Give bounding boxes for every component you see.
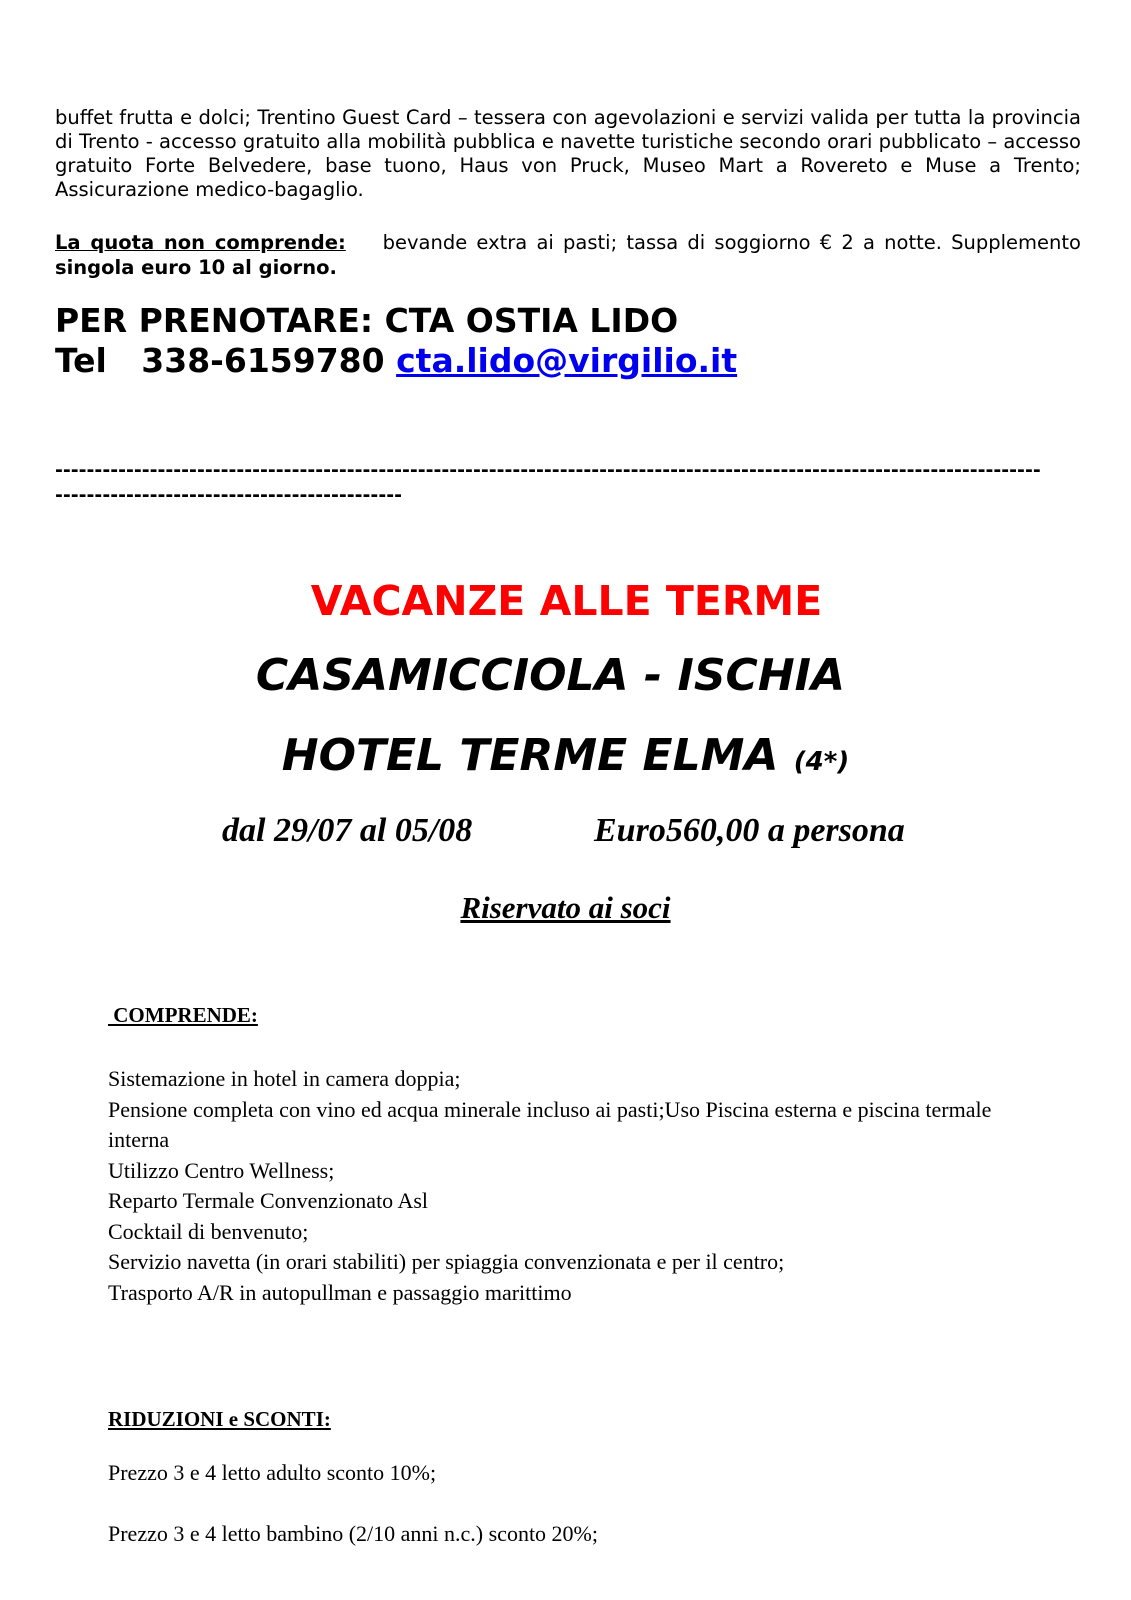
offer-location: CASAMICCIOLA - ISCHIA	[255, 650, 846, 701]
exclusions-label: La quota non comprende:	[55, 231, 346, 254]
hotel-stars: (4*)	[793, 747, 850, 777]
separator-line-2: --------------------------------------------	[55, 484, 402, 506]
intro-paragraph: buffet frutta e dolci; Trentino Guest Card – tessera con agevolazioni e servizi valida per tutta la provincia di Trento - accesso gratuito alla mobilità pubblica e navette turistiche secondo orari pubblicato – accesso gratuito Forte Belvedere, base tuono, Haus von Pruck, Museo Mart a Rovereto e Muse a Trento; Assicurazione medico-bagaglio.	[55, 106, 1081, 201]
booking-title: PER PRENOTARE: CTA OSTIA LIDO	[55, 301, 679, 340]
list-item: Trasporto A/R in autopullman e passaggio marittimo	[108, 1279, 572, 1305]
tel-label: Tel	[55, 341, 107, 380]
offer-price: Euro560,00 a persona	[594, 812, 905, 849]
single-supplement: singola euro 10 al giorno.	[55, 256, 337, 279]
email-link[interactable]: cta.lido@virgilio.it	[396, 341, 738, 380]
list-item: Pensione completa con vino ed acqua minerale incluso ai pasti;Uso Piscina esterna e piscina termale interna	[108, 1096, 992, 1152]
hotel-name: HOTEL TERME ELMA	[281, 730, 779, 781]
booking-contact-line	[55, 341, 737, 381]
exclusions-paragraph	[55, 230, 1081, 280]
includes-list	[108, 1064, 1008, 1308]
reduction-adult: Prezzo 3 e 4 letto adulto sconto 10%;	[108, 1460, 437, 1485]
offer-hotel	[0, 728, 1131, 790]
offer-dates: dal 29/07 al 05/08	[222, 812, 473, 849]
list-item: Utilizzo Centro Wellness;	[108, 1157, 335, 1183]
reduction-child: Prezzo 3 e 4 letto bambino (2/10 anni n.c.) sconto 20%;	[108, 1521, 598, 1546]
reserved-note: Riservato ai soci	[460, 890, 671, 925]
exclusions-text: bevande extra ai pasti; tassa di soggiorno € 2 a notte. Supplemento	[382, 231, 1081, 254]
list-item: Sistemazione in hotel in camera doppia;	[108, 1066, 461, 1091]
list-item: Reparto Termale Convenzionato Asl	[108, 1188, 429, 1213]
reductions-heading: RIDUZIONI e SCONTI:	[108, 1407, 331, 1431]
separator-line-1: -----------------------------------------------------------------------------------------------------------------------------	[55, 459, 1041, 481]
list-item: Cocktail di benvenuto;	[108, 1218, 309, 1244]
booking-block	[55, 301, 737, 381]
offer-headline: VACANZE ALLE TERME	[310, 577, 823, 625]
list-item: Servizio navetta (in orari stabiliti) per spiaggia convenzionata e per il centro;	[108, 1249, 785, 1274]
phone-number: 338-6159780	[141, 341, 385, 380]
includes-heading: COMPRENDE:	[108, 1003, 258, 1027]
